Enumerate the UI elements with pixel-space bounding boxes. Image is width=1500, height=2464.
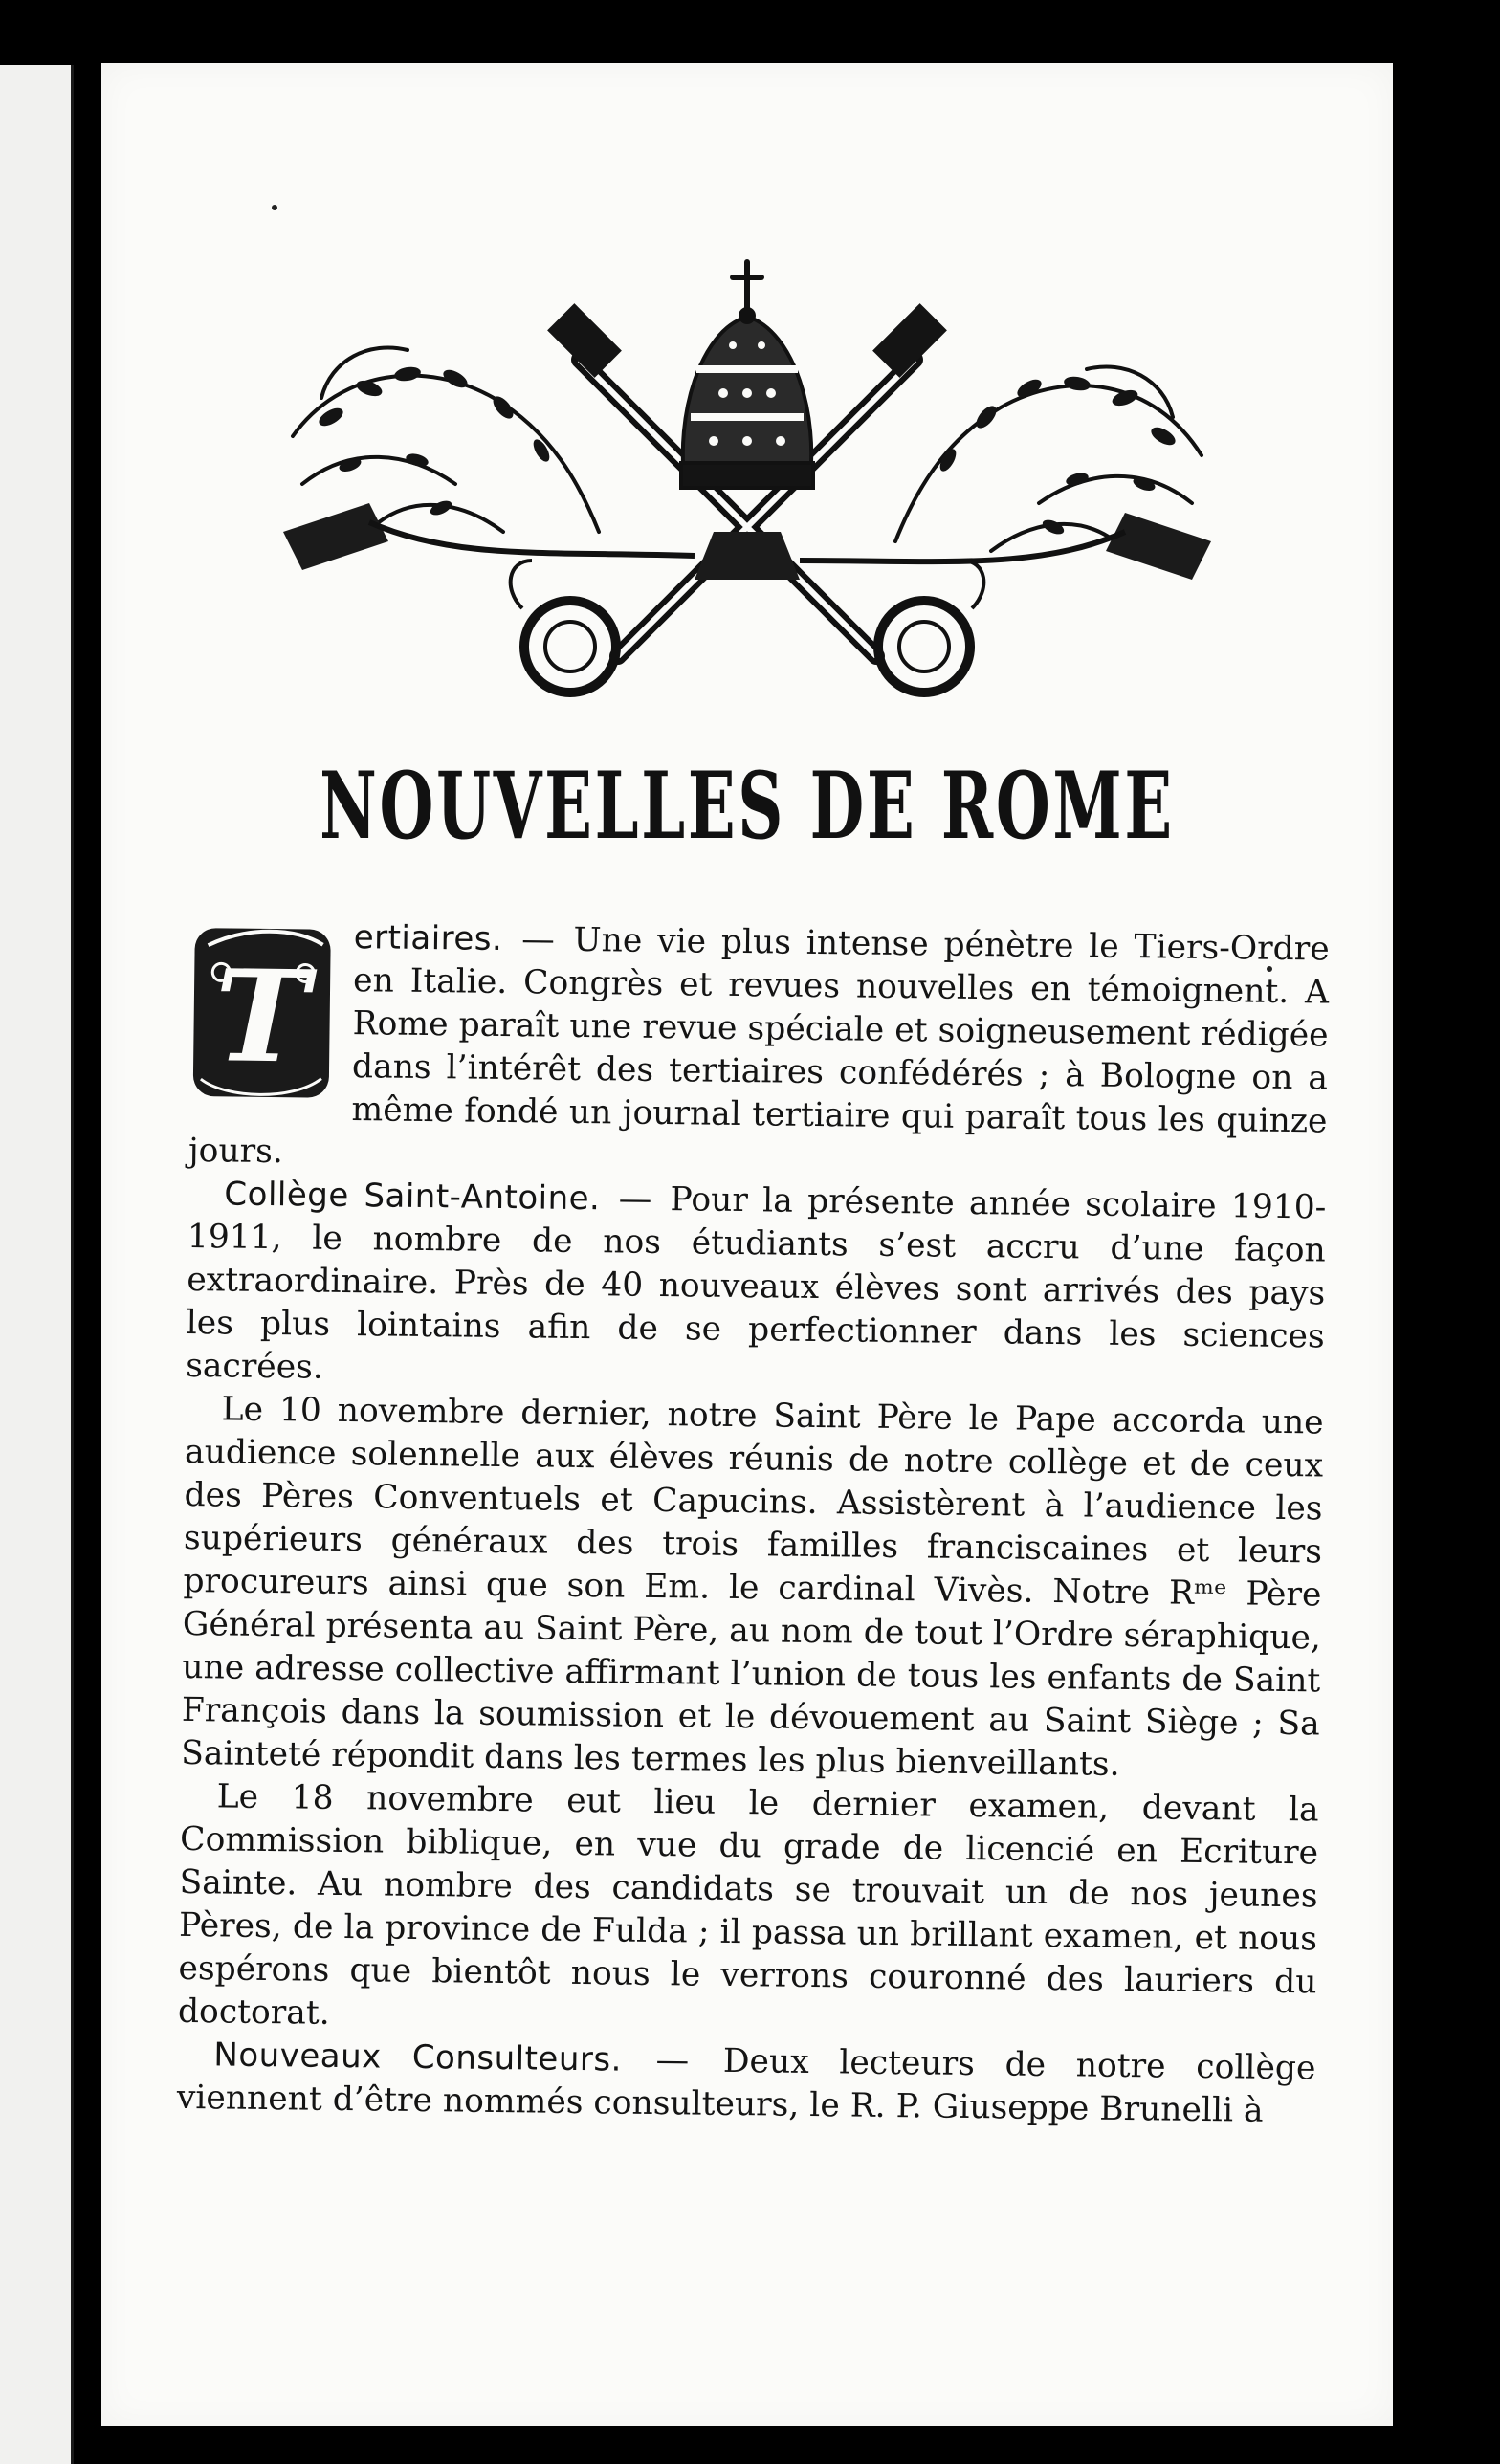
paragraph-text: Deux lecteurs de notre collège viennent d’être nommés consulteurs, le R. P. Giuseppe Brunelli à <box>176 2041 1316 2130</box>
papal-tiara-crossed-keys-icon <box>264 245 1230 742</box>
run-head: ertiaires. <box>353 918 503 958</box>
paragraph-text: Une vie plus intense pénètre le Tiers-Ordre en Italie. Congrès et revues nouvelles en témoignent. A Rome paraît une revue spéciale et soigneusement rédigée dans l’intérêt des tertiaires confédérés ; à Bologne on a même fondé un journal tertiaire qui paraît tous les quinze jours. <box>188 920 1330 1172</box>
paragraph-college <box>186 1173 1327 1402</box>
page-title: NOUVELLES DE ROME <box>320 752 1175 860</box>
em-dash: — <box>655 2041 690 2080</box>
paragraph-text: Le 18 novembre eut lieu le dernier examen, devant la Commission biblique, en vue du grade de licencié en Ecriture Sainte. Au nombre des candidats se trouvait un de nos jeunes Pères, de la province de Fulda ; il passa un brillant examen, et nous espérons que bientôt nous le verrons couronné des lauriers du doctorat. <box>177 1777 1319 2033</box>
drop-cap-glyph: T <box>213 942 310 1092</box>
em-dash: — <box>520 920 555 959</box>
ink-speck <box>272 205 277 210</box>
run-head: Collège Saint-Antoine. <box>224 1175 601 1219</box>
paragraph-text: Pour la présente année scolaire 1910-1911, le nombre de nos étudiants s’est accru d’une façon extraordinaire. Près de 40 nouveaux élèves sont arrivés des pays les plus lointains afin de se perfectionner dans les sciences sacrées. <box>185 1180 1327 1387</box>
run-head: Nouveaux Consulteurs. <box>213 2035 623 2079</box>
book-page <box>101 63 1393 2426</box>
paragraph-tertiaires <box>188 914 1330 1187</box>
paragraph-examen <box>178 1775 1319 2048</box>
paragraph-consulteurs <box>177 2034 1316 2134</box>
left-page-edge <box>0 65 74 2464</box>
drop-cap-letter <box>188 916 337 1106</box>
article-body <box>177 914 1330 2133</box>
paragraph-audience <box>181 1388 1324 1790</box>
em-dash: — <box>618 1179 652 1219</box>
paragraph-text: Le 10 novembre dernier, notre Saint Père le Pape accorda une audience solennelle aux élèves réunis de notre collège et de ceux des Pères Conventuels et Capucins. Assistèrent à l’audience les supérieurs généraux des trois familles franciscaines et leurs procureurs ainsi que son Em. le cardinal Vivès. Notre Rᵐᵉ Père Général présenta au Saint Père, au nom de tout l’Ordre séraphique, une adresse collective affirmant l’union de tous les enfants de Saint François dans la soumission et le dévouement au Saint Siège ; Sa Sainteté répondit dans les termes les plus bienveillants. <box>181 1390 1324 1784</box>
